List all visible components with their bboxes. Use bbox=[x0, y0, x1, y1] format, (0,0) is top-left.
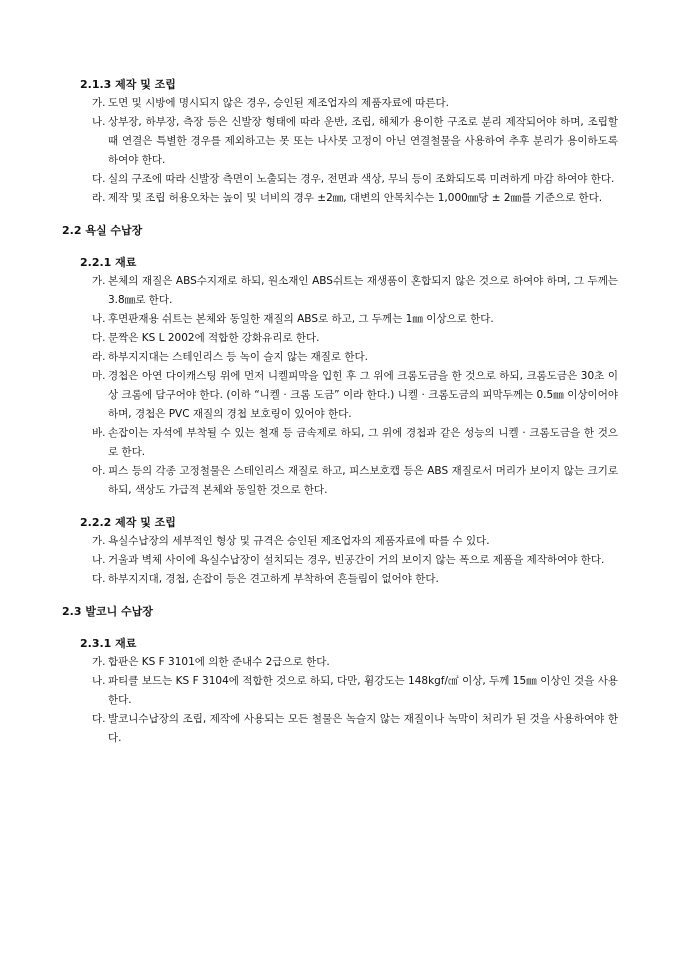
item-text: 하부지지대, 경첩, 손잡이 등은 견고하게 부착하여 흔들림이 없어야 한다. bbox=[108, 573, 439, 585]
item-marker: 나. bbox=[92, 675, 106, 687]
list-item bbox=[92, 570, 618, 589]
section-title-2-2-2: 2.2.2 제작 및 조립 bbox=[80, 516, 176, 529]
item-marker: 가. bbox=[92, 97, 106, 109]
item-marker: 가. bbox=[92, 535, 106, 547]
item-text: 문짝은 KS L 2002에 적합한 강화유리로 한다. bbox=[108, 332, 320, 344]
item-text: 상부장, 하부장, 측장 등은 신발장 형태에 따라 운반, 조립, 해체가 용이한 구조로 분리 제작되어야 하며, 조립할 때 연결은 특별한 경우를 제외하고는 못 또는 나사못 고정이 아닌 연결철물을 사용하여 추후 분리가 용이하도록 하여야 한다. bbox=[108, 116, 618, 166]
section-title-2-3-1: 2.3.1 재료 bbox=[80, 637, 137, 650]
item-text: 경첩은 아연 다이캐스팅 위에 먼저 니켈피막을 입힌 후 그 위에 크롬도금을 한 것으로 하되, 크롬도금은 30초 이상 크롬에 담구어야 한다. (이하 “니켈 · 크롬 도금” 이라 한다.) 니켈 · 크롬도금의 피막두께는 0.5㎜ 이상이어야 하며, 경첩은 PVC 재질의 경첩 보호링이 있어야 한다. bbox=[108, 370, 618, 420]
item-text: 제작 및 조립 허용오차는 높이 및 너비의 경우 ±2㎜, 대변의 안목치수는 1,000㎜당 ± 2㎜를 기준으로 한다. bbox=[108, 192, 603, 204]
item-text: 파티클 보드는 KS F 3104에 적합한 것으로 하되, 다만, 휨강도는 148kgf/㎠ 이상, 두께 15㎜ 이상인 것을 사용한다. bbox=[108, 675, 618, 706]
list-item bbox=[92, 170, 618, 189]
list-2-2-2 bbox=[62, 532, 618, 589]
item-text: 실의 구조에 따라 신발장 측면이 노출되는 경우, 전면과 색상, 무늬 등이 조화되도록 미려하게 마감 하여야 한다. bbox=[108, 173, 615, 185]
item-text: 후면판재용 쉬트는 본체와 동일한 재질의 ABS로 하고, 그 두께는 1㎜ 이상으로 한다. bbox=[108, 313, 494, 325]
list-item bbox=[92, 367, 618, 424]
item-marker: 다. bbox=[92, 332, 106, 344]
list-item bbox=[92, 272, 618, 310]
list-item bbox=[92, 424, 618, 462]
list-item bbox=[92, 113, 618, 170]
item-text: 손잡이는 자석에 부착될 수 있는 철재 등 금속제로 하되, 그 위에 경첩과 같은 성능의 니켈 · 크롬도금을 한 것으로 한다. bbox=[108, 427, 618, 458]
item-marker: 마. bbox=[92, 370, 106, 382]
list-item bbox=[92, 348, 618, 367]
list-item bbox=[92, 551, 618, 570]
item-text: 도면 및 시방에 명시되지 않은 경우, 승인된 제조업자의 제품자료에 따른다. bbox=[108, 97, 450, 109]
item-marker: 바. bbox=[92, 427, 106, 439]
item-marker: 다. bbox=[92, 713, 106, 725]
item-marker: 나. bbox=[92, 554, 106, 566]
item-text: 합판은 KS F 3101에 의한 준내수 2급으로 한다. bbox=[108, 656, 330, 668]
item-marker: 다. bbox=[92, 173, 106, 185]
list-item bbox=[92, 672, 618, 710]
item-text: 거울과 벽체 사이에 욕실수납장이 설치되는 경우, 빈공간이 거의 보이지 않는 폭으로 제품을 제작하여야 한다. bbox=[108, 554, 605, 566]
list-item bbox=[92, 329, 618, 348]
list-item bbox=[92, 189, 618, 208]
list-2-1-3 bbox=[62, 94, 618, 208]
item-text: 피스 등의 각종 고정철물은 스테인리스 재질로 하고, 피스보호캡 등은 ABS 재질로서 머리가 보이지 않는 크기로 하되, 색상도 가급적 본체와 동일한 것으로 한다. bbox=[108, 465, 618, 496]
item-marker: 나. bbox=[92, 313, 106, 325]
item-text: 욕실수납장의 세부적인 형상 및 규격은 승인된 제조업자의 제품자료에 따를 수 있다. bbox=[108, 535, 490, 547]
item-marker: 아. bbox=[92, 465, 106, 477]
item-text: 하부지지대는 스테인리스 등 녹이 슬지 않는 재질로 한다. bbox=[108, 351, 368, 363]
list-item bbox=[92, 532, 618, 551]
item-text: 본체의 재질은 ABS수지재로 하되, 원소재인 ABS쉬트는 재생품이 혼합되지 않은 것으로 하여야 하며, 그 두께는 3.8㎜로 한다. bbox=[108, 275, 618, 306]
section-title-2-2-1: 2.2.1 재료 bbox=[80, 256, 137, 269]
item-marker: 다. bbox=[92, 573, 106, 585]
section-title-2-3: 2.3 발코니 수납장 bbox=[62, 605, 153, 618]
list-item bbox=[92, 462, 618, 500]
item-marker: 나. bbox=[92, 116, 106, 128]
item-marker: 가. bbox=[92, 275, 106, 287]
list-2-3-1 bbox=[62, 653, 618, 748]
list-item bbox=[92, 710, 618, 748]
item-marker: 라. bbox=[92, 351, 106, 363]
item-text: 발코니수납장의 조립, 제작에 사용되는 모든 철물은 녹슬지 않는 재질이나 녹막이 처리가 된 것을 사용하여야 한다. bbox=[108, 713, 618, 744]
item-marker: 가. bbox=[92, 656, 106, 668]
list-item bbox=[92, 94, 618, 113]
list-item bbox=[92, 653, 618, 672]
section-title-2-1-3: 2.1.3 제작 및 조립 bbox=[80, 78, 176, 91]
section-title-2-2: 2.2 욕실 수납장 bbox=[62, 224, 143, 237]
list-item bbox=[92, 310, 618, 329]
list-2-2-1 bbox=[62, 272, 618, 500]
item-marker: 라. bbox=[92, 192, 106, 204]
